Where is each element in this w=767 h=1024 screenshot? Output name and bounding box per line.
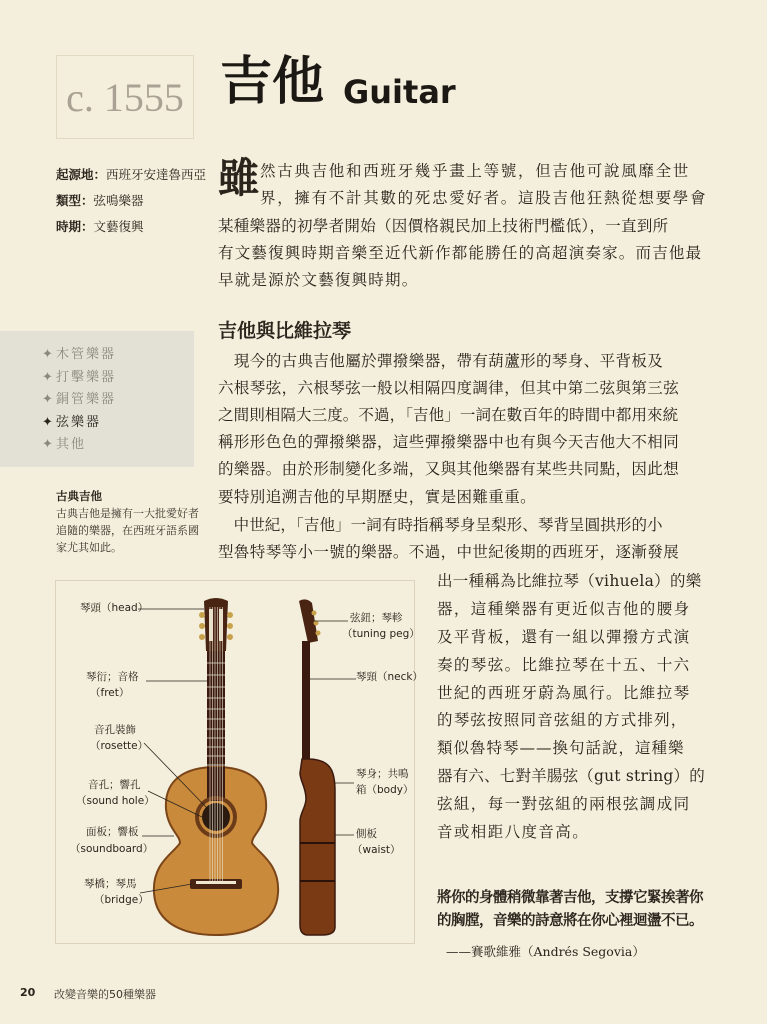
category-label: 弦樂器 <box>56 414 102 430</box>
section-line: 的樂器。由於形制變化多端，又與其他樂器有某些共同點，因此想 <box>218 460 680 478</box>
tuning-peg-icon <box>199 612 205 618</box>
sidebar-text <box>56 505 202 556</box>
year-label: c. 1555 <box>66 74 184 120</box>
meta-period-value: 文藝復興 <box>93 219 144 234</box>
section-narrow-line: 類似魯特琴——換句話說，這種樂 <box>437 739 685 757</box>
label-fret: 琴衍；音格 <box>86 671 139 683</box>
meta-origin <box>56 169 206 182</box>
section-line: 稱形形色色的彈撥樂器，這些彈撥樂器中也有與今天吉他大不相同 <box>218 433 680 451</box>
star-icon: ✦ <box>42 347 53 362</box>
label-tuning-peg: 弦鈕；琴軫 <box>350 612 403 624</box>
category-panel <box>0 331 194 467</box>
quote-line: 將你的身體稍微靠著吉他，支撐它緊挨著你 <box>437 889 703 906</box>
label-soundboard: 面板；響板 <box>86 826 139 838</box>
section-heading: 吉他與比維拉琴 <box>218 320 352 342</box>
meta-period-label: 時期： <box>56 219 94 234</box>
section-line: 型魯特琴等小一號的樂器。不過，中世紀後期的西班牙，逐漸發展 <box>218 543 680 561</box>
section-narrow-line: 器，這種樂器有更近似吉他的腰身 <box>437 600 691 618</box>
tuning-peg-icon <box>227 623 233 629</box>
star-icon: ✦ <box>42 392 53 408</box>
section-line: 之間則相隔大三度。不過，「吉他」一詞在數百年的時間中都用來統 <box>218 406 679 424</box>
section-line: 六根琴弦，六根琴弦一般以相隔四度調律，但其中第二弦與第三弦 <box>218 379 680 397</box>
category-label: 木管樂器 <box>56 347 117 362</box>
label-waist-en: （waist） <box>352 844 401 856</box>
section-narrow-line: 弦組，每一對弦組的兩根弦調成同 <box>437 795 691 813</box>
category-item-strings <box>42 411 194 434</box>
page-title-chinese: 吉他 <box>220 51 325 112</box>
section-narrow-line: 奏的琴弦。比維拉琴在十五、十六 <box>437 656 691 674</box>
label-fret-en: （fret） <box>90 687 130 699</box>
meta-type-value: 弦鳴樂器 <box>93 193 144 208</box>
category-item-percussion <box>42 366 194 389</box>
label-body-en: 箱（body） <box>356 784 414 796</box>
intro-line: 有文藝復興時期音樂至近代新作都能勝任的高超演奏家。而吉他最 <box>218 244 703 262</box>
section-line: 中世紀，「吉他」一詞有時指稱琴身呈梨形、琴背呈圓拱形的小 <box>218 516 663 534</box>
star-icon: ✦ <box>42 414 53 430</box>
sound-hole <box>202 803 230 831</box>
label-rosette-en: （rosette） <box>90 740 149 752</box>
tuning-peg-icon <box>316 631 321 636</box>
section-narrow-line: 音或相距八度音高。 <box>437 823 590 841</box>
intro-line: 某種樂器的初學者開始（因價格親民加上技術門檻低），一直到所 <box>218 217 669 235</box>
label-body: 琴身；共鳴 <box>356 768 409 780</box>
guitar-figure <box>55 580 423 944</box>
intro-line: 早就是源於文藝復興時期。 <box>218 271 419 289</box>
category-label: 銅管樂器 <box>56 392 117 408</box>
label-bridge-en: （bridge） <box>94 894 149 906</box>
meta-origin-value: 西班牙安達魯西亞 <box>106 167 207 182</box>
section-narrow-line: 出一種稱為比維拉琴（vihuela）的樂 <box>437 572 702 590</box>
category-label: 其他 <box>56 437 87 453</box>
section-narrow-line: 的琴弦按照同音弦組的方式排列， <box>437 711 688 729</box>
side-body-shape <box>300 759 335 935</box>
tuning-peg-icon <box>312 611 317 616</box>
meta-type-label: 類型： <box>56 193 94 208</box>
label-rosette: 音孔裝飾 <box>94 724 136 736</box>
category-item-brass <box>42 388 194 411</box>
label-neck: 琴頸（neck） <box>356 671 423 683</box>
sidebar-text-line: 古典吉他是擁有一大批愛好者 <box>56 507 199 520</box>
page-number: 20 <box>20 986 36 999</box>
section-narrow-line: 器有六、七對羊腸弦（gut string）的 <box>437 767 705 785</box>
label-soundboard-en: （soundboard） <box>70 843 154 855</box>
headstock-shape <box>204 598 228 651</box>
quote-source: ——賽歌維雅（Andrés Segovia） <box>446 944 645 959</box>
book-title: 改變音樂的50種樂器 <box>54 988 156 1001</box>
bridge-saddle <box>196 881 236 884</box>
category-list <box>0 331 194 456</box>
tuning-peg-icon <box>227 634 233 640</box>
meta-period <box>56 221 144 234</box>
sidebar-text-line: 家尤其如此。 <box>56 541 122 554</box>
sidebar-title: 古典吉他 <box>56 489 102 503</box>
label-head: 琴頭（head） <box>80 602 149 614</box>
category-label: 打擊樂器 <box>56 369 117 385</box>
year-box <box>56 55 194 139</box>
label-waist: 側板 <box>356 828 377 840</box>
page-title-english: Guitar <box>343 73 456 111</box>
intro-line: 界，擁有不計其數的死忠愛好者。這股吉他狂熱從想要學會 <box>260 189 708 207</box>
section-line: 現今的古典吉他屬於彈撥樂器，帶有葫蘆形的琴身、平背板及 <box>218 352 664 370</box>
label-bridge: 琴橋；琴馬 <box>84 878 137 890</box>
meta-type <box>56 195 144 208</box>
intro-line: 然古典吉他和西班牙幾乎畫上等號，但吉他可說風靡全世 <box>260 162 691 180</box>
star-icon: ✦ <box>42 437 53 453</box>
quote-line: 的胸膛，音樂的詩意將在你心裡迴盪不已。 <box>437 912 703 929</box>
sidebar-text-line: 追隨的樂器，在西班牙語系國 <box>56 524 199 537</box>
tuning-peg-icon <box>227 612 233 618</box>
meta-origin-label: 起源地： <box>56 167 107 182</box>
star-icon: ✦ <box>42 369 53 385</box>
tuning-peg-icon <box>199 634 205 640</box>
label-sound-hole-en: （sound hole） <box>76 795 155 807</box>
category-item-other <box>42 433 194 456</box>
side-neck-shape <box>302 641 310 761</box>
category-item-woodwind <box>42 343 194 366</box>
section-line: 要特別追溯吉他的早期歷史，實是困難重重。 <box>218 488 537 506</box>
drop-cap: 雖 <box>218 154 259 202</box>
label-tuning-peg-en: （tuning peg） <box>342 628 420 640</box>
section-narrow-line: 及平背板，還有一組以彈撥方式演 <box>437 628 691 646</box>
label-sound-hole: 音孔；響孔 <box>88 779 141 791</box>
section-narrow-line: 世紀的西班牙蔚為風行。比維拉琴 <box>437 684 691 702</box>
tuning-peg-icon <box>199 623 205 629</box>
